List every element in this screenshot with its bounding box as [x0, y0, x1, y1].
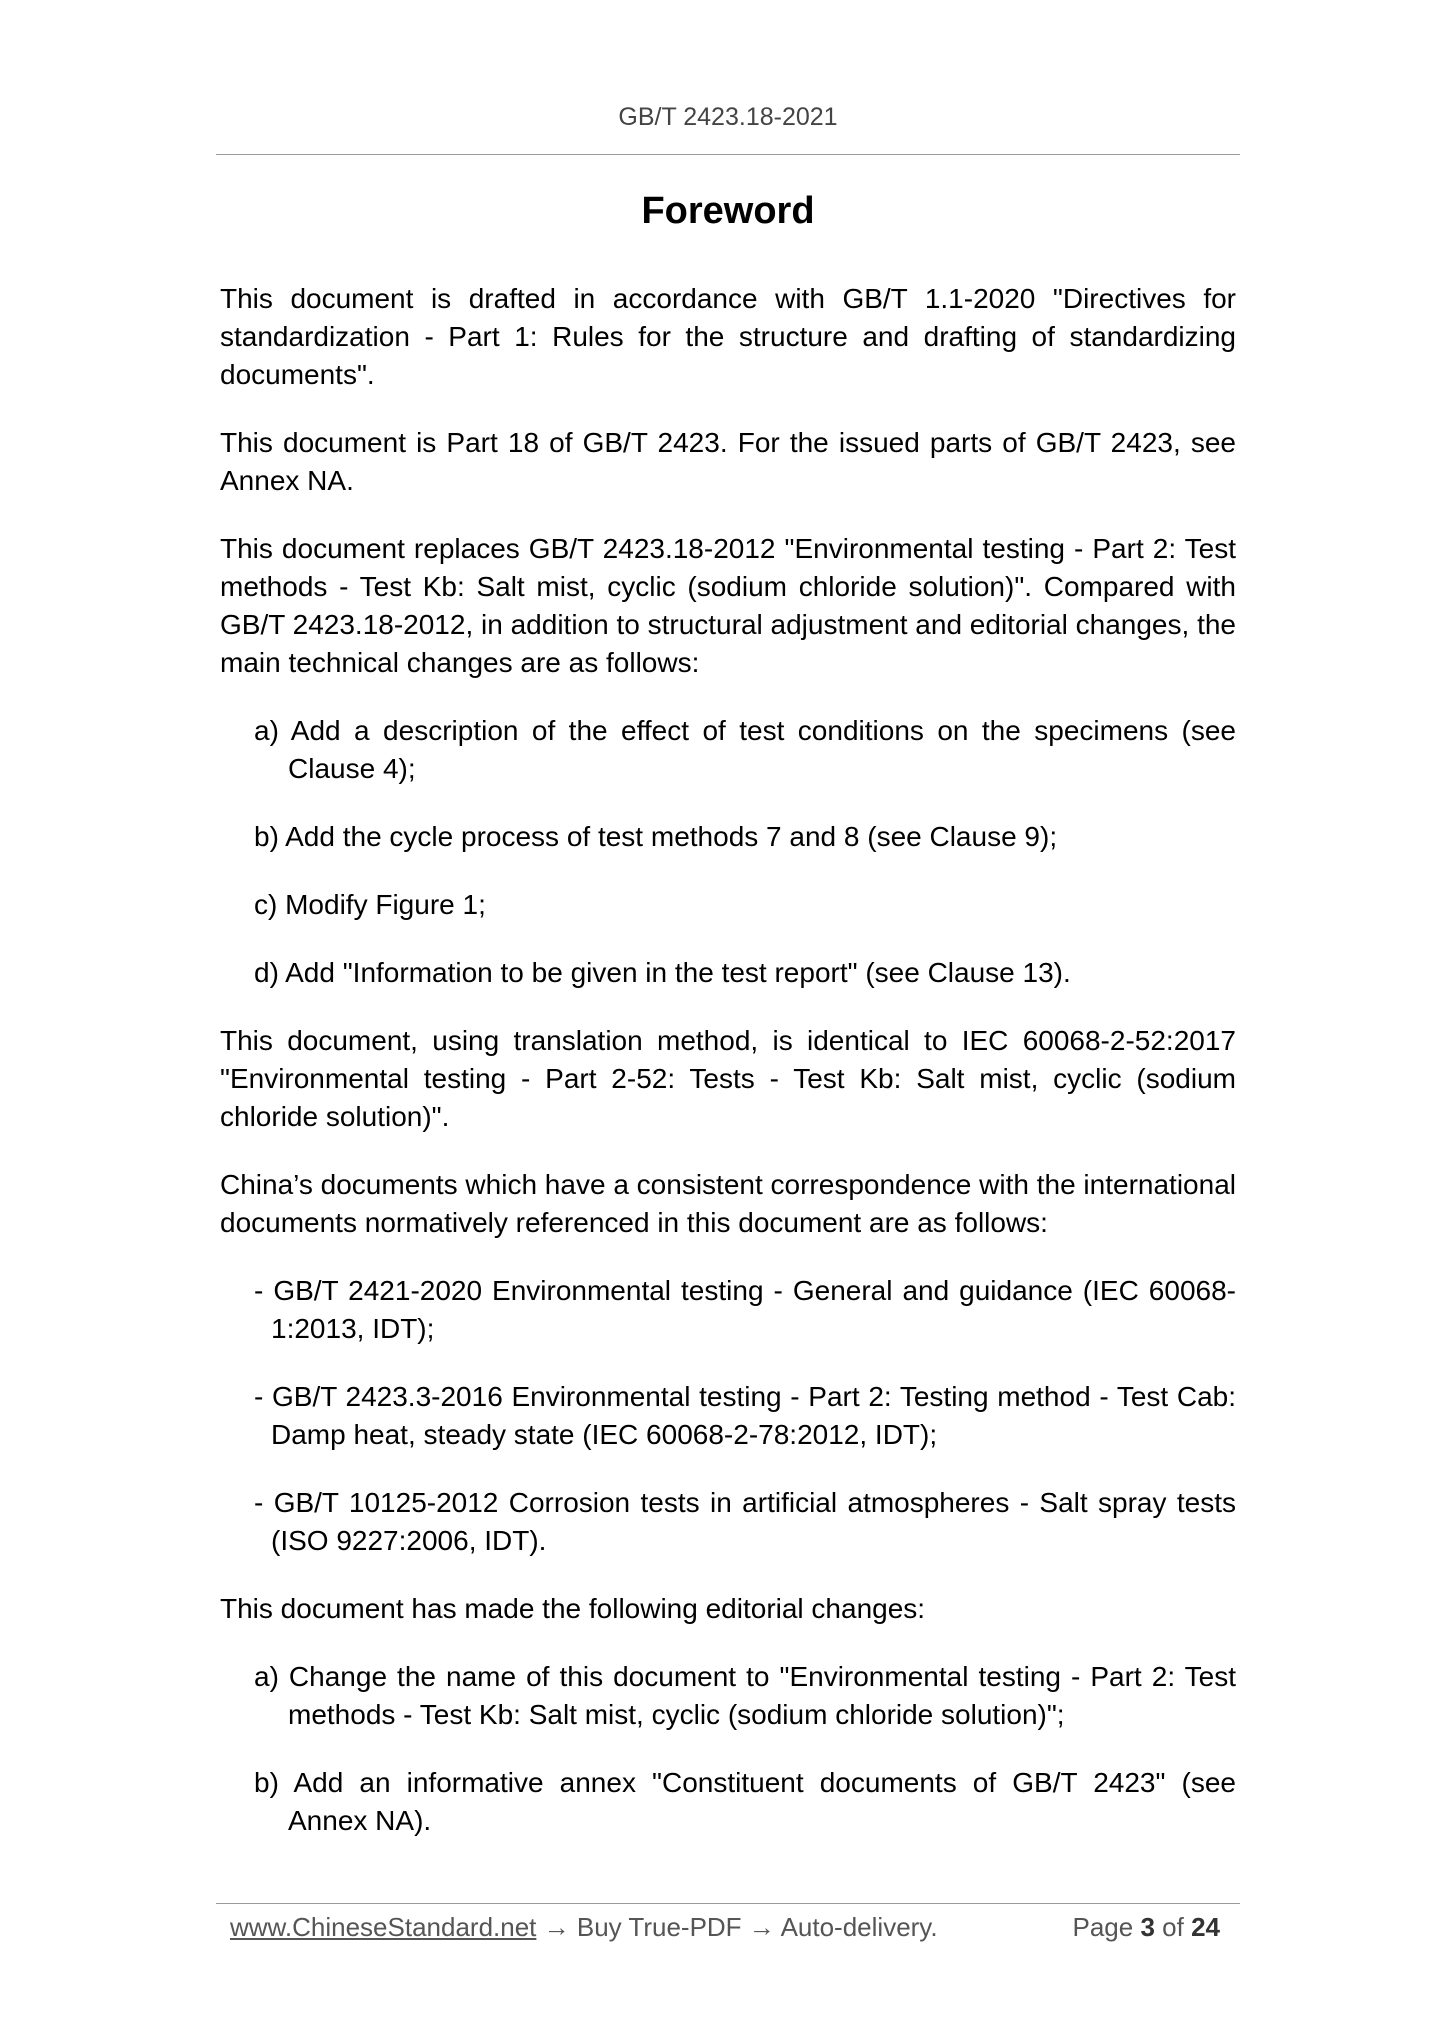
list-item: a) Add a description of the effect of test conditions on the specimens (see Clause 4);	[254, 715, 1236, 784]
paragraph: This document is Part 18 of GB/T 2423. For the issued parts of GB/T 2423, see Annex NA.	[220, 427, 1236, 496]
reference-item: - GB/T 10125-2012 Corrosion tests in artificial atmospheres - Salt spray tests (ISO 9227:2006, IDT).	[254, 1487, 1236, 1556]
list-item: b) Add the cycle process of test methods 7 and 8 (see Clause 9);	[254, 821, 1058, 852]
promo-text: → Buy True-PDF → Auto-delivery.	[536, 1912, 938, 1942]
paragraph: This document has made the following editorial changes:	[220, 1593, 926, 1624]
list-item: d) Add "Information to be given in the test report" (see Clause 13).	[254, 957, 1071, 988]
paragraph: This document, using translation method, is identical to IEC 60068-2-52:2017 "Environmental testing - Part 2-52: Tests - Test Kb: Salt mist, cyclic (sodium chloride solution)".	[220, 1025, 1236, 1132]
list-item: a) Change the name of this document to "Environmental testing - Part 2: Test methods - Test Kb: Salt mist, cyclic (sodium chloride solution)";	[254, 1661, 1236, 1730]
document-body	[220, 280, 1236, 1870]
paragraph: This document replaces GB/T 2423.18-2012 "Environmental testing - Part 2: Test methods - Test Kb: Salt mist, cyclic (sodium chloride solution)". Compared with GB/T 2423.18-2012, in addition to structural adjustment and editorial changes, the main technical changes are as follows:	[220, 533, 1236, 678]
page-total: 24	[1191, 1912, 1220, 1942]
header-divider	[216, 154, 1240, 155]
reference-item: - GB/T 2423.3-2016 Environmental testing - Part 2: Testing method - Test Cab: Damp heat, steady state (IEC 60068-2-78:2012, IDT);	[254, 1381, 1236, 1450]
footer-divider	[216, 1903, 1240, 1904]
list-item: c) Modify Figure 1;	[254, 889, 486, 920]
page-of: of	[1162, 1912, 1184, 1942]
page-number	[1072, 1912, 1220, 1943]
list-item: b) Add an informative annex "Constituent documents of GB/T 2423" (see Annex NA).	[254, 1767, 1236, 1836]
reference-item: - GB/T 2421-2020 Environmental testing - General and guidance (IEC 60068-1:2013, IDT);	[254, 1275, 1236, 1344]
paragraph: China’s documents which have a consistent correspondence with the international documents normatively referenced in this document are as follows:	[220, 1169, 1236, 1238]
page-title: Foreword	[641, 190, 815, 232]
page-label: Page	[1072, 1912, 1134, 1942]
website-link[interactable]: www.ChineseStandard.net	[230, 1912, 537, 1942]
page-footer	[230, 1912, 1230, 1943]
paragraph: This document is drafted in accordance with GB/T 1.1-2020 "Directives for standardization - Part 1: Rules for the structure and drafting of standardizing documents".	[220, 283, 1236, 390]
page-current: 3	[1140, 1912, 1155, 1942]
running-header: GB/T 2423.18-2021	[618, 103, 838, 131]
